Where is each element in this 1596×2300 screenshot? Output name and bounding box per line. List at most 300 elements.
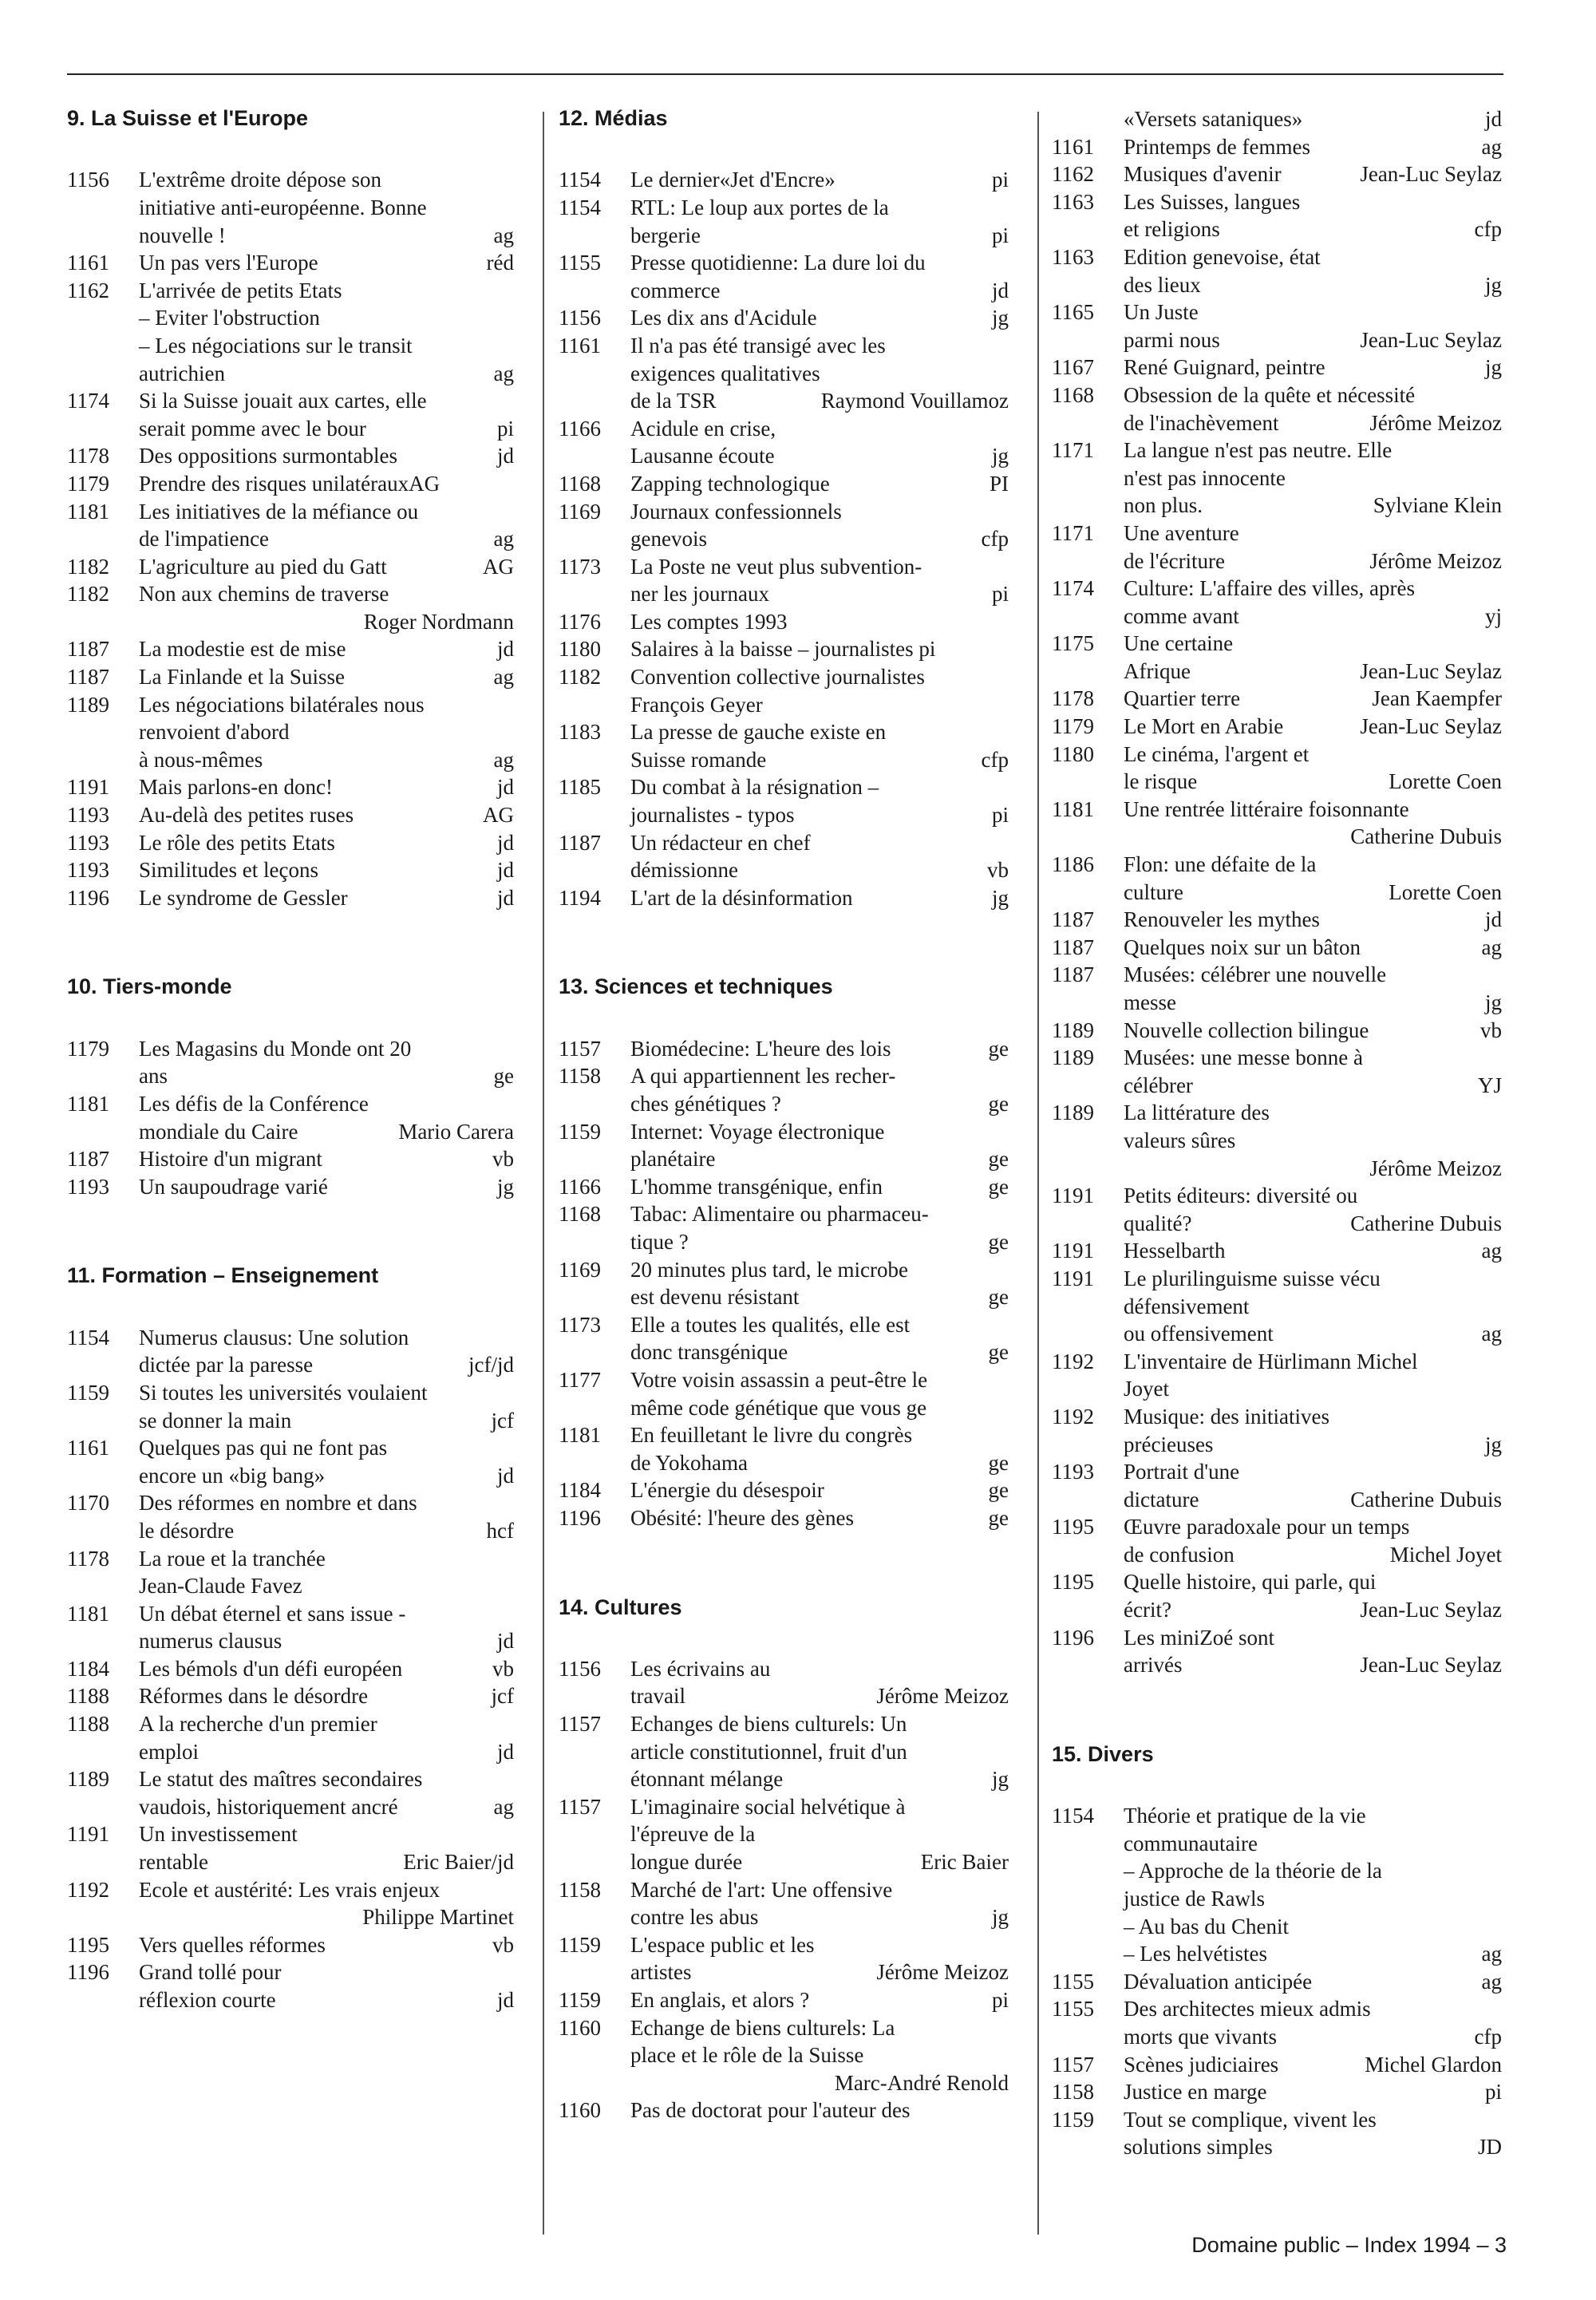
entry-title-text: Le plurilinguisme suisse vécu (1124, 1266, 1381, 1290)
entry-title-text: contre les abus (630, 1905, 759, 1930)
issue-number: 1161 (559, 333, 601, 358)
entry-title-text: – Les négociations sur le transit (139, 333, 413, 358)
entry-text (1124, 1995, 1502, 2050)
entry-line (139, 1351, 514, 1379)
entry-text (1124, 1458, 1502, 1513)
entry-title-text: – Les helvétistes (1124, 1942, 1267, 1966)
top-rule (67, 73, 1503, 75)
index-entry (1052, 133, 1502, 161)
entry-text (1124, 796, 1502, 851)
issue-number: 1161 (67, 1436, 109, 1460)
issue-number: 1193 (67, 803, 109, 828)
index-entry (67, 249, 514, 277)
entry-title-text: Le dernier«Jet d'Encre» (630, 168, 836, 192)
entry-title-text: Un débat éternel et sans issue - (139, 1601, 406, 1626)
entry-title-text: même code génétique que vous ge (630, 1395, 927, 1420)
index-entry (559, 1062, 1009, 1117)
entry-title-text: Elle a toutes les qualités, elle est (630, 1312, 911, 1337)
index-entry (1052, 1403, 1502, 1458)
issue-number: 1166 (559, 1174, 601, 1199)
entry-title-text: place et le rôle de la Suisse (630, 2043, 864, 2068)
entry-title-text: dictée par la paresse (139, 1353, 314, 1377)
issue-number: 1194 (559, 885, 601, 910)
entry-text (139, 1655, 514, 1683)
entry-text (139, 1173, 514, 1201)
issue-number: 1162 (67, 278, 109, 302)
entry-text (1124, 630, 1502, 685)
index-entry (1052, 2078, 1502, 2106)
entry-line (630, 1035, 1009, 1063)
entry-line (139, 1682, 514, 1710)
index-section (559, 974, 1009, 1531)
section-heading: 15. Divers (1052, 1741, 1154, 1766)
entry-text (139, 1600, 514, 1655)
entry-title-text: Un rédacteur en chef (630, 830, 811, 855)
entry-title-text: Dévaluation anticipée (1124, 1969, 1313, 1994)
entry-title-text: emploi (139, 1739, 199, 1764)
index-entry (1052, 1044, 1502, 1099)
index-entry (67, 387, 514, 442)
entry-line (1124, 1017, 1502, 1045)
entry-text (1124, 381, 1502, 437)
issue-number: 1180 (559, 637, 601, 662)
entry-title-text: Prendre des risques unilatérauxAG (139, 471, 440, 496)
entry-title-text: de l'écriture (1124, 548, 1226, 573)
entry-title-text: L'énergie du désespoir (630, 1478, 824, 1503)
entry-title-text: Musées: célébrer une nouvelle (1124, 962, 1387, 987)
entry-title-text: Un Juste (1124, 300, 1199, 325)
entry-title-text: Quelques noix sur un bâton (1124, 935, 1361, 959)
entry-line (630, 884, 1009, 912)
entry-title-text: Les miniZoé sont (1124, 1625, 1274, 1650)
entry-text (1124, 133, 1502, 161)
index-entry (67, 470, 514, 498)
entry-line (1124, 547, 1502, 575)
entry-author: jg (1484, 1432, 1502, 1456)
entry-title-text: Les initiatives de la méfiance ou (139, 499, 419, 524)
entry-line (1124, 1237, 1502, 1265)
issue-number: 1168 (1052, 382, 1094, 407)
entry-text (630, 1200, 1009, 1255)
entry-line (139, 1462, 514, 1490)
entry-author: Sylviane Klein (1373, 493, 1502, 518)
index-entry (559, 415, 1009, 470)
entry-line (630, 1765, 1009, 1793)
entry-line (1124, 1968, 1502, 1996)
entry-line (139, 360, 514, 388)
entry-text (139, 553, 514, 581)
entry-author: ge (988, 1174, 1009, 1199)
entry-title-text: Printemps de femmes (1124, 134, 1310, 159)
entry-title-text: se donner la main (139, 1408, 292, 1433)
entry-title-text: Journaux confessionnels (630, 499, 842, 524)
entry-author: jd (496, 885, 514, 910)
column-divider-2 (1037, 112, 1039, 2235)
entry-title-text: Le statut des maîtres secondaires (139, 1767, 423, 1792)
entry-text (1124, 437, 1502, 520)
index-entry (67, 1600, 514, 1655)
issue-number: 1181 (67, 499, 109, 524)
entry-line (139, 1062, 514, 1090)
entry-line (630, 856, 1009, 884)
entry-text (630, 1256, 1009, 1311)
entry-title-text: Suisse romande (630, 747, 767, 772)
entry-text (630, 1476, 1009, 1504)
entry-text (1124, 160, 1502, 188)
issue-number: 1168 (559, 471, 601, 496)
index-entry (559, 1311, 1009, 1366)
entry-title-text: Acidule en crise, (630, 416, 776, 441)
entry-title-text: La littérature des (1124, 1101, 1270, 1125)
issue-number: 1193 (67, 1174, 109, 1199)
entry-text (630, 166, 1009, 194)
entry-author: Jean-Luc Seylaz (1360, 327, 1502, 352)
entry-text (139, 498, 514, 553)
entry-title-text: Zapping technologique (630, 471, 830, 496)
entry-author: pi (991, 582, 1009, 607)
index-column-1 (67, 105, 514, 2077)
entry-author: ag (493, 527, 514, 551)
issue-number: 1188 (67, 1712, 109, 1737)
entry-title-text: Flon: une défaite de la (1124, 852, 1317, 877)
entry-line (139, 1173, 514, 1201)
entry-text (139, 1682, 514, 1710)
entry-text (1124, 520, 1502, 575)
entry-text (630, 1311, 1009, 1366)
index-entry (559, 1421, 1009, 1476)
entry-author: Jérôme Meizoz (1369, 1156, 1502, 1180)
entry-text (630, 663, 1009, 718)
entry-text (630, 1504, 1009, 1532)
issue-number: 1175 (1052, 631, 1094, 656)
index-entry (559, 166, 1009, 194)
index-entry (559, 1366, 1009, 1421)
entry-text (1124, 1348, 1502, 1403)
entry-text (139, 1765, 514, 1820)
entry-author: jd (1484, 107, 1502, 131)
entry-text (1124, 354, 1502, 381)
issue-number (1052, 105, 1124, 133)
index-entry (1052, 2106, 1502, 2161)
entry-author: cfp (1474, 2024, 1502, 2049)
index-entry (1052, 1802, 1502, 1968)
entry-text (139, 635, 514, 663)
issue-number: 1193 (67, 858, 109, 883)
index-entry (1052, 906, 1502, 934)
entry-title-text: Des architectes mieux admis (1124, 1997, 1371, 2021)
entry-text (630, 1035, 1009, 1063)
entry-title-text: planétaire (630, 1147, 716, 1172)
entry-title-text: Histoire d'un migrant (139, 1147, 322, 1172)
issue-number: 1155 (1052, 1969, 1094, 1994)
entry-text (1124, 243, 1502, 298)
entry-title-text: Les bémols d'un défi européen (139, 1656, 403, 1681)
entry-title-text: Obsession de la quête et nécessité (1124, 382, 1416, 407)
index-entry (559, 773, 1009, 828)
entry-text (139, 1324, 514, 1379)
entry-line (630, 277, 1009, 305)
entry-line (630, 1338, 1009, 1366)
entry-author: Jean-Luc Seylaz (1360, 1653, 1502, 1678)
entry-author: jg (991, 1767, 1009, 1792)
entry-title-text: de confusion (1124, 1542, 1235, 1567)
entry-author: ag (493, 361, 514, 385)
entry-title-text: Le Mort en Arabie (1124, 714, 1284, 739)
index-section (1052, 105, 1502, 1679)
entry-author: Eric Baier/jd (403, 1850, 514, 1875)
entry-author: Michel Joyet (1389, 1542, 1502, 1567)
entry-author: ge (988, 1505, 1009, 1530)
issue-number: 1192 (1052, 1349, 1094, 1373)
entry-author: jd (496, 858, 514, 883)
issue-number: 1182 (67, 554, 109, 579)
section-heading: 12. Médias (559, 106, 668, 130)
entry-line (1124, 160, 1502, 188)
entry-text (139, 1820, 514, 1875)
entry-line (1124, 768, 1502, 796)
entry-author: réd (486, 251, 514, 275)
index-entry (1052, 1182, 1502, 1237)
entry-title-text: Numerus clausus: Une solution (139, 1325, 409, 1350)
entry-text (1124, 1513, 1502, 1568)
entry-author: Lorette Coen (1389, 769, 1502, 794)
section-heading: 11. Formation – Enseignement (67, 1263, 379, 1288)
index-entry (559, 884, 1009, 912)
entry-author: jg (1484, 990, 1502, 1014)
issue-number: 1189 (1052, 1101, 1094, 1125)
entry-title-text: parmi nous (1124, 327, 1220, 352)
entry-title-text: Tout se complique, vivent les (1124, 2107, 1377, 2132)
issue-number: 1158 (559, 1877, 601, 1902)
issue-number: 1156 (559, 1656, 601, 1681)
entry-author: jg (991, 306, 1009, 330)
issue-number: 1187 (559, 830, 601, 855)
entry-author: ge (988, 1285, 1009, 1310)
entry-title-text: Portrait d'une (1124, 1460, 1240, 1484)
issue-number: 1188 (67, 1684, 109, 1709)
entry-title-text: précieuses (1124, 1432, 1214, 1456)
index-entry (559, 553, 1009, 608)
entry-text (1124, 685, 1502, 713)
index-entry (67, 1324, 514, 1379)
issue-number: 1195 (1052, 1570, 1094, 1595)
entry-text (1124, 741, 1502, 796)
entry-title-text: Une rentrée littéraire foisonnante (1124, 796, 1409, 821)
entry-author: cfp (981, 527, 1009, 551)
entry-title-text: écrit? (1124, 1598, 1171, 1622)
index-column-3 (1052, 105, 1502, 2223)
entry-line (1124, 2133, 1502, 2161)
entry-title-text: En anglais, et alors ? (630, 1988, 810, 2013)
issue-number: 1181 (67, 1092, 109, 1116)
entry-title-text: Petits éditeurs: diversité ou (1124, 1184, 1358, 1208)
index-entry (1052, 1968, 1502, 1996)
issue-number: 1191 (1052, 1266, 1094, 1290)
entry-title-text: Les Magasins du Monde ont 20 (139, 1036, 412, 1061)
entry-author: Catherine Dubuis (1350, 1487, 1502, 1512)
index-entry (559, 1710, 1009, 1793)
issue-number: 1157 (559, 1794, 601, 1819)
entry-title-text: Presse quotidienne: La dure loi du (630, 251, 926, 275)
entry-author: Jean Kaempfer (1372, 686, 1502, 711)
entry-line (1124, 1431, 1502, 1459)
entry-line (139, 553, 514, 581)
entry-line (139, 1655, 514, 1683)
entry-line (630, 746, 1009, 774)
entry-title-text: Ecole et austérité: Les vrais enjeux (139, 1877, 440, 1902)
entry-line (139, 635, 514, 663)
entry-text (139, 1035, 514, 1090)
entry-author: vb (492, 1656, 514, 1681)
entry-line (1124, 1486, 1502, 1514)
index-entry (1052, 1237, 1502, 1265)
index-entry (67, 1379, 514, 1434)
entry-title-text: longue durée (630, 1850, 743, 1875)
index-entry (559, 2096, 1009, 2124)
entry-title-text: rentable (139, 1850, 208, 1875)
entry-author: jd (991, 278, 1009, 302)
index-entry (559, 1118, 1009, 1173)
entry-title-text: renvoient d'abord (139, 720, 290, 745)
entry-text (139, 1379, 514, 1434)
entry-line (1124, 1072, 1502, 1100)
entry-title-text: le désordre (139, 1518, 235, 1543)
issue-number: 1157 (1052, 2052, 1094, 2077)
entry-title-text: Quelle histoire, qui parle, qui (1124, 1570, 1377, 1595)
entry-text (630, 1062, 1009, 1117)
entry-author: ge (493, 1064, 514, 1089)
entry-title-text: des lieux (1124, 272, 1201, 297)
entry-author: Catherine Dubuis (1350, 824, 1502, 849)
index-entry (559, 304, 1009, 332)
entry-author: jcf/jd (468, 1353, 514, 1377)
entry-title-text: Des oppositions surmontables (139, 444, 397, 468)
entry-title-text: de l'inachèvement (1124, 410, 1279, 435)
entry-line (139, 1118, 514, 1146)
index-entry (1052, 1995, 1502, 2050)
entry-text (139, 1958, 514, 2013)
index-entry (1052, 1099, 1502, 1182)
entry-author: jg (1484, 272, 1502, 297)
entry-title-text: Culture: L'affaire des villes, après (1124, 576, 1415, 601)
entry-line (139, 884, 514, 912)
entry-title-text: Similitudes et leçons (139, 858, 318, 883)
issue-number: 1182 (559, 665, 601, 690)
entry-title-text: vaudois, historiquement ancré (139, 1794, 398, 1819)
index-entry (559, 332, 1009, 415)
index-entry (559, 1256, 1009, 1311)
entry-line (1124, 326, 1502, 354)
issue-number: 1169 (559, 499, 601, 524)
index-entry (1052, 298, 1502, 354)
entry-text (630, 773, 1009, 828)
entry-title-text: Afrique (1124, 658, 1191, 683)
index-entry (1052, 354, 1502, 381)
entry-text (139, 801, 514, 829)
entry-title-text: morts que vivants (1124, 2024, 1277, 2049)
entry-author: jd (496, 775, 514, 800)
entry-line (139, 1931, 514, 1959)
entry-text (139, 580, 514, 635)
entry-title-text: Une aventure (1124, 520, 1239, 545)
entry-line (630, 1903, 1009, 1931)
issue-number: 1154 (559, 168, 601, 192)
entry-author: ag (493, 223, 514, 247)
entry-text (1124, 1237, 1502, 1265)
entry-title-text: L'imaginaire social helvétique à (630, 1794, 906, 1819)
entry-title-text: L'extrême droite dépose son (139, 168, 382, 192)
entry-author: AG (483, 803, 514, 828)
entry-author: vb (492, 1932, 514, 1957)
index-entry (1052, 1624, 1502, 1679)
entry-line (630, 1958, 1009, 1986)
issue-number: 1159 (67, 1380, 109, 1405)
entry-text (139, 1876, 514, 1931)
entry-line (1124, 492, 1502, 520)
entry-title-text: ou offensivement (1124, 1322, 1274, 1346)
index-entry (559, 718, 1009, 773)
entry-line (630, 525, 1009, 553)
entry-author: jg (1484, 355, 1502, 380)
index-entry (67, 1931, 514, 1959)
column-divider-1 (543, 112, 544, 2235)
entry-text (1124, 961, 1502, 1016)
issue-number: 1182 (67, 582, 109, 607)
issue-number: 1167 (1052, 355, 1094, 380)
entry-text (139, 1145, 514, 1173)
entry-author: Jérôme Meizoz (876, 1960, 1009, 1985)
entry-line (139, 1986, 514, 2014)
entry-author: Lorette Coen (1389, 879, 1502, 904)
entry-title-text: Théorie et pratique de la vie (1124, 1804, 1366, 1828)
entry-text (139, 1434, 514, 1489)
issue-number: 1170 (67, 1491, 109, 1516)
entry-text (1124, 906, 1502, 934)
index-entry (559, 498, 1009, 553)
entry-line (139, 442, 514, 470)
entry-line (139, 856, 514, 884)
entry-author: ge (988, 1092, 1009, 1116)
index-entry (1052, 685, 1502, 713)
entry-author: Michel Glardon (1365, 2052, 1502, 2077)
index-entry (559, 1655, 1009, 1710)
entry-author: Eric Baier (920, 1850, 1009, 1875)
index-entry (67, 553, 514, 581)
index-entry (67, 498, 514, 553)
entry-title-text: A qui appartiennent les recher- (630, 1064, 896, 1089)
index-entry (67, 277, 514, 387)
index-entry (559, 829, 1009, 884)
entry-line (630, 1173, 1009, 1201)
entry-title-text: genevois (630, 527, 707, 551)
index-entry (67, 635, 514, 663)
issue-number: 1163 (1052, 244, 1094, 269)
index-section (559, 1595, 1009, 2124)
entry-title-text: L'agriculture au pied du Gatt (139, 554, 387, 579)
entry-title-text: Non aux chemins de traverse (139, 582, 389, 607)
issue-number: 1154 (1052, 1804, 1094, 1828)
issue-number: 1171 (1052, 520, 1094, 545)
entry-author: jd (1484, 907, 1502, 932)
entry-title-text: célébrer (1124, 1073, 1193, 1097)
entry-author: pi (991, 168, 1009, 192)
entry-author: Jean-Luc Seylaz (1360, 658, 1502, 683)
entry-title-text: solutions simples (1124, 2135, 1273, 2160)
index-entry (67, 442, 514, 470)
issue-number: 1168 (559, 1202, 601, 1227)
entry-line (139, 249, 514, 277)
entry-line (139, 773, 514, 801)
